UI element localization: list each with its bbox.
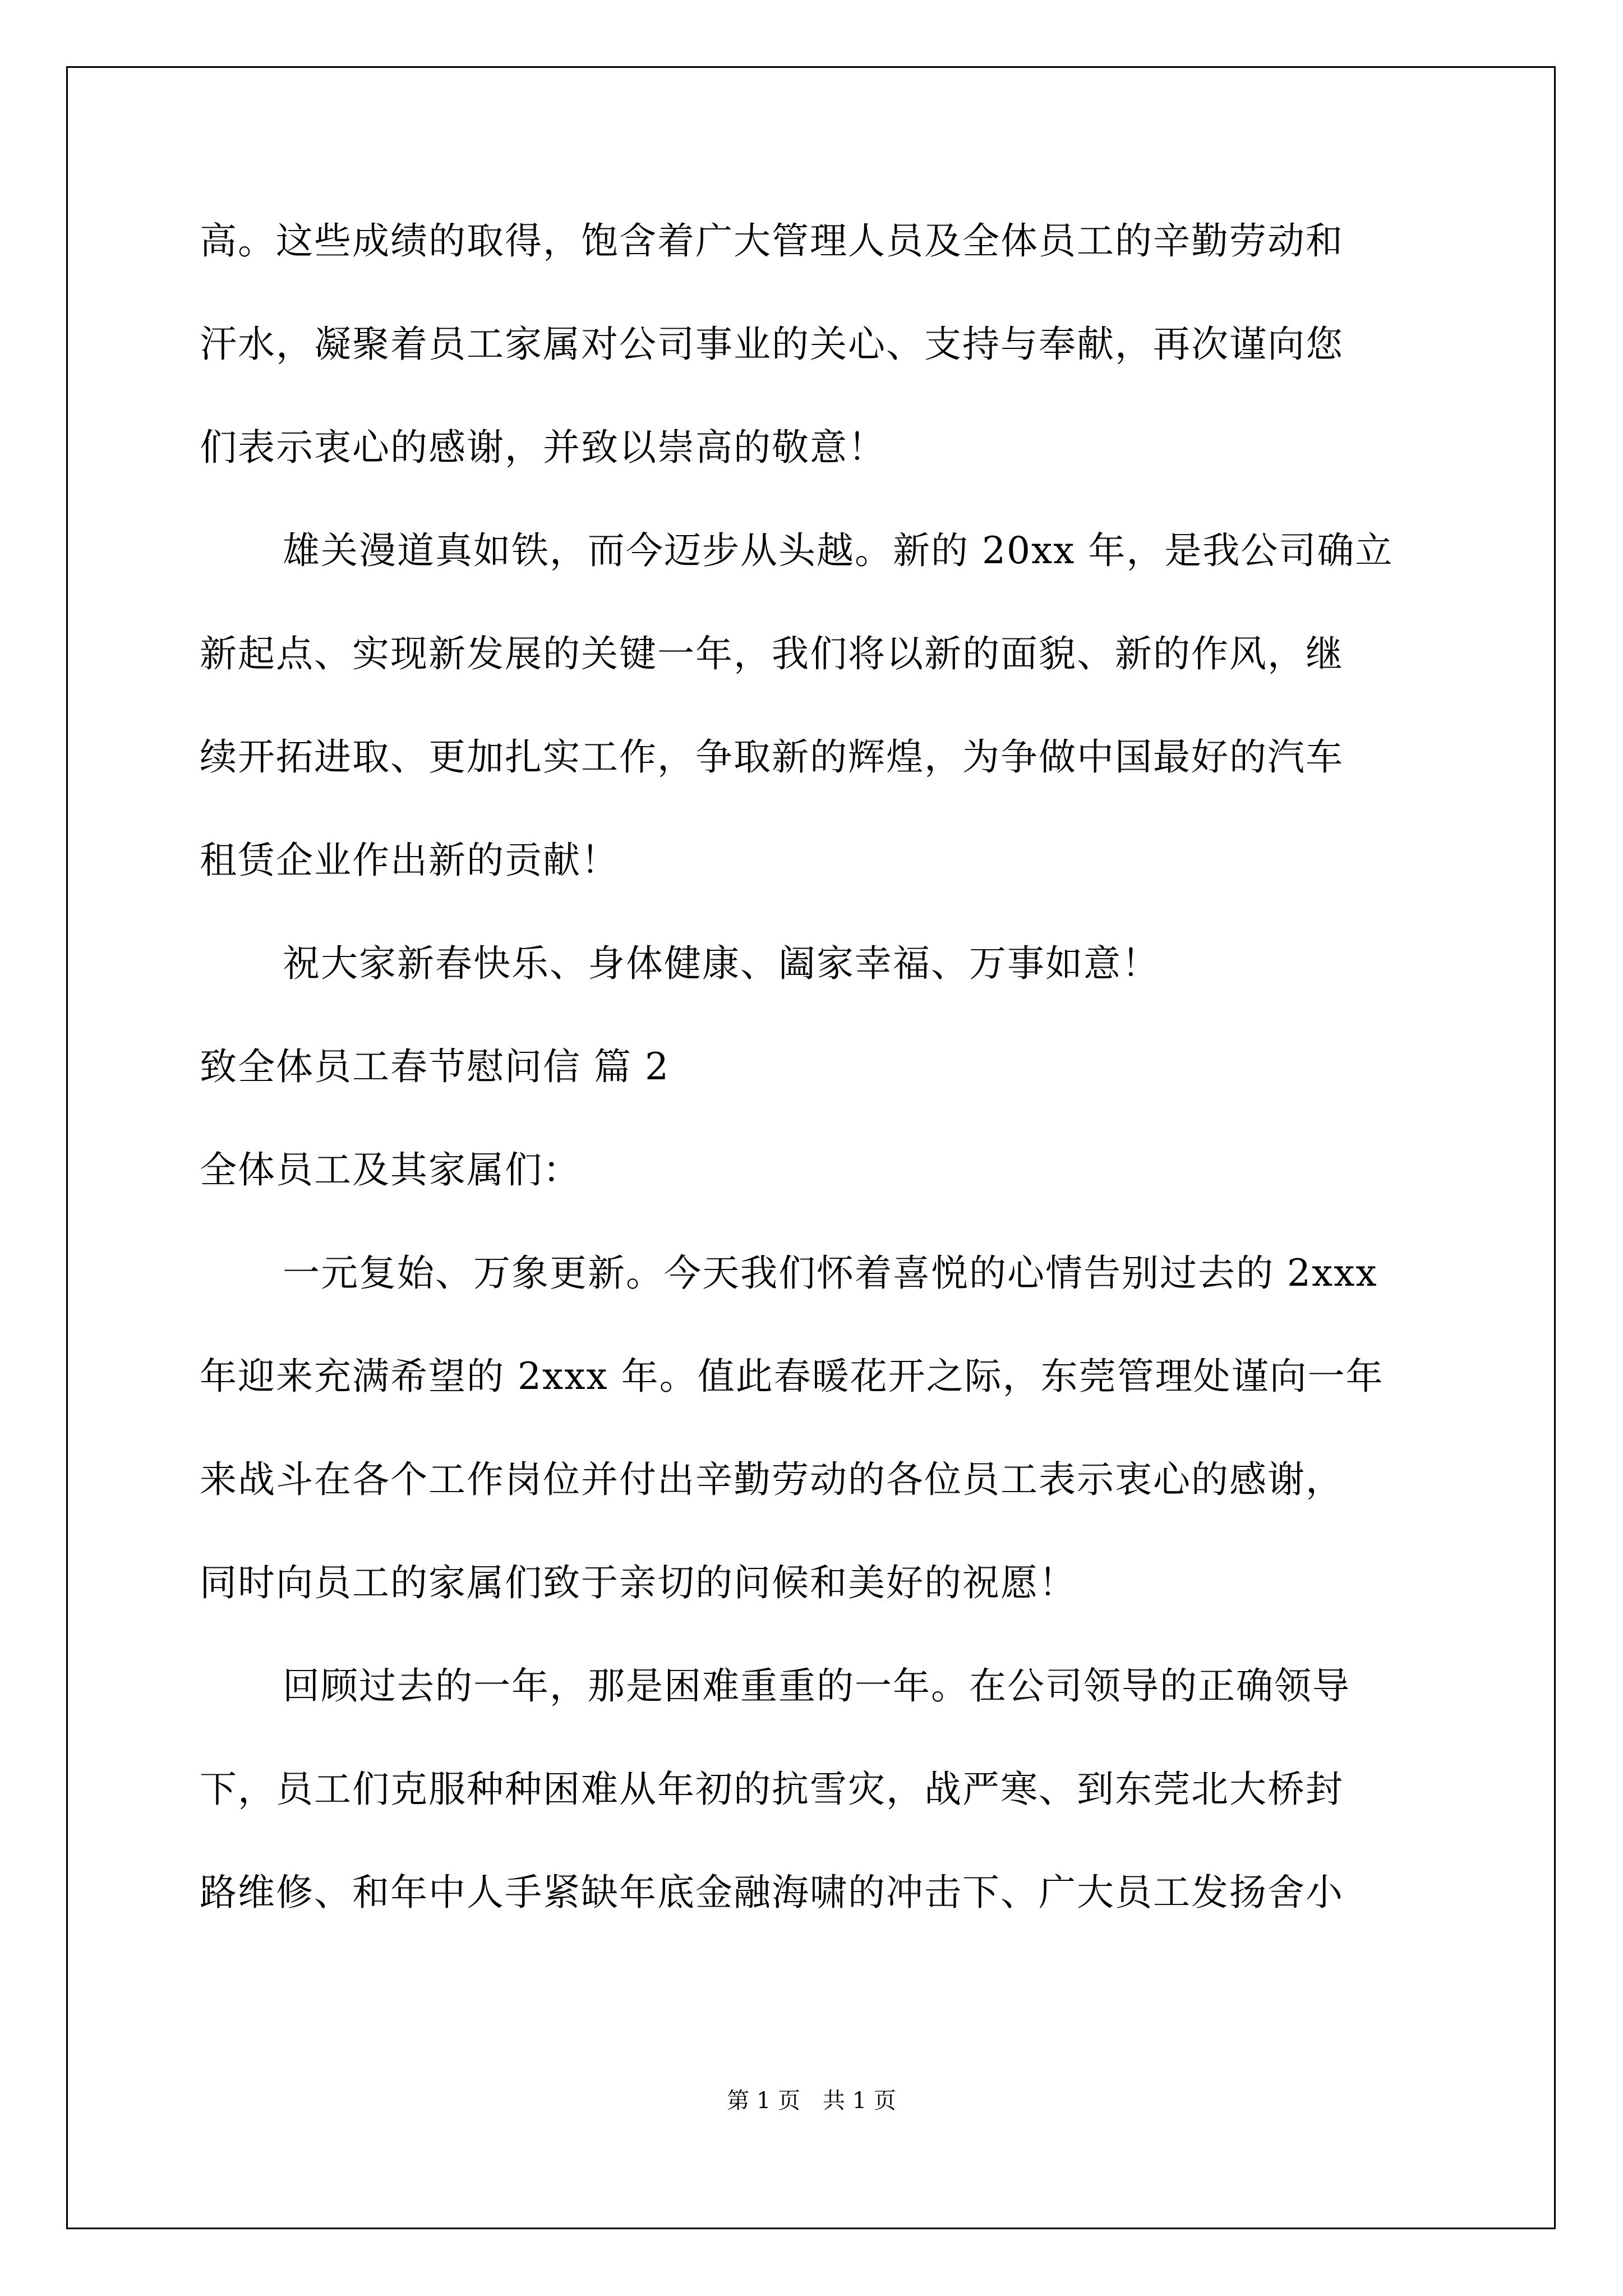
text-line: 新起点、实现新发展的关键一年，我们将以新的面貌、新的作风，继 xyxy=(200,632,1344,675)
salutation: 全体员工及其家属们： xyxy=(200,1148,581,1191)
text-line: 来战斗在各个工作岗位并付出辛勤劳动的各位员工表示衷心的感谢， xyxy=(200,1458,1344,1501)
text-line: 汗水，凝聚着员工家属对公司事业的关心、支持与奉献，再次谨向您 xyxy=(200,323,1344,366)
paragraph-start: 祝大家新春快乐、身体健康、阖家幸福、万事如意！ xyxy=(283,942,1160,985)
text-line: 年迎来充满希望的 2xxx 年。值此春暖花开之际，东莞管理处谨向一年 xyxy=(200,1355,1384,1398)
text-line: 下，员工们克服种种困难从年初的抗雪灾，战严寒、到东莞北大桥封 xyxy=(200,1768,1344,1811)
paragraph-start: 回顾过去的一年，那是困难重重的一年。在公司领导的正确领导 xyxy=(283,1664,1350,1708)
paragraph-start: 雄关漫道真如铁，而今迈步从头越。新的 20xx 年，是我公司确立 xyxy=(283,529,1394,572)
text-line: 们表示衷心的感谢，并致以崇高的敬意！ xyxy=(200,426,886,469)
page-footer: 第 1 页 共 1 页 xyxy=(727,2088,896,2114)
text-line: 租赁企业作出新的贡献！ xyxy=(200,839,619,882)
paragraph-start: 一元复始、万象更新。今天我们怀着喜悦的心情告别过去的 2xxx xyxy=(283,1251,1378,1295)
section-heading: 致全体员工春节慰问信 篇 2 xyxy=(200,1045,670,1088)
text-line: 路维修、和年中人手紧缺年底金融海啸的冲击下、广大员工发扬舍小 xyxy=(200,1871,1344,1914)
text-line: 同时向员工的家属们致于亲切的问候和美好的祝愿！ xyxy=(200,1561,1077,1604)
text-line: 高。这些成绩的取得，饱含着广大管理人员及全体员工的辛勤劳动和 xyxy=(200,219,1344,263)
text-line: 续开拓进取、更加扎实工作，争取新的辉煌，为争做中国最好的汽车 xyxy=(200,735,1344,779)
